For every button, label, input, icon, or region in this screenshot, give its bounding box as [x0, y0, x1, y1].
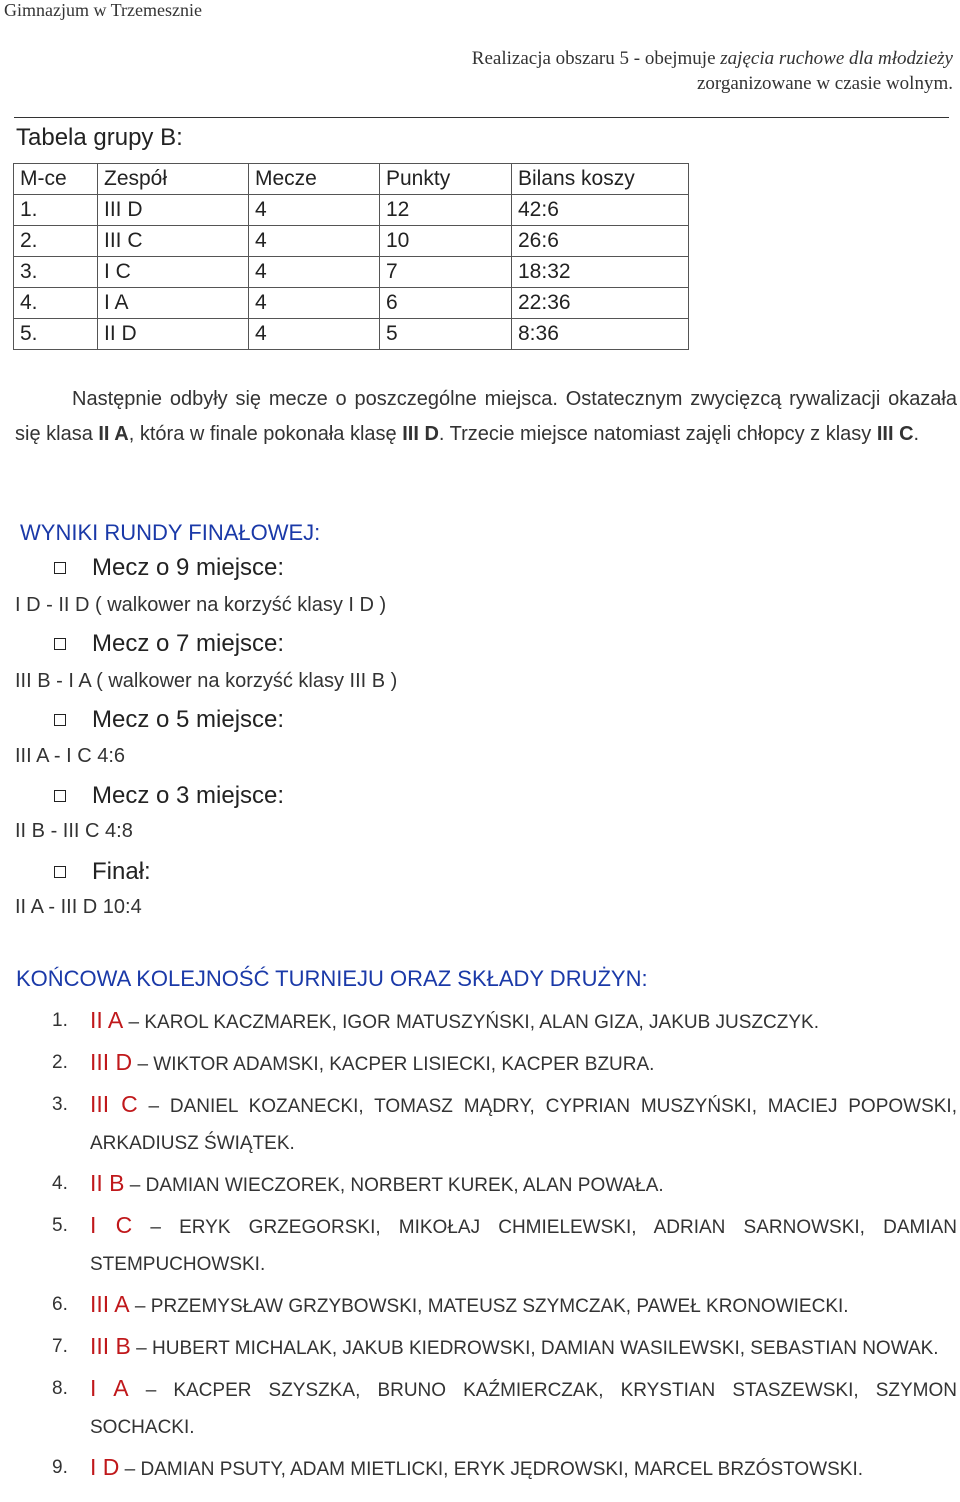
summary-runner-up: III D — [402, 423, 439, 445]
standing-players: – DAMIAN WIECZOREK, NORBERT KUREK, ALAN POWAŁA. — [124, 1175, 664, 1196]
summary-text-1: Następnie odbyły się mecze o poszczególne miejsca. Ostatecznym zwycięzcą rywalizacji okazała się klasa — [15, 388, 957, 445]
area-description-prefix: Realizacja obszaru 5 - obejmuje — [471, 48, 721, 69]
standing-players: – PRZEMYSŁAW GRZYBOWSKI, MATEUSZ SZYMCZAK, PAWEŁ KRONOWIECKI. — [129, 1296, 849, 1317]
standing-position: 3. — [52, 1094, 68, 1115]
table-cell: 4. — [14, 288, 98, 319]
summary-text-2: , która w finale pokonała klasę — [128, 423, 403, 445]
match-heading-text: Finał: — [92, 858, 151, 885]
table-row — [14, 288, 689, 319]
standing-players: – ERYK GRZEGORSKI, MIKOŁAJ CHMIELEWSKI, ADRIAN SARNOWSKI, DAMIAN STEMPUCHOWSKI. — [90, 1217, 957, 1275]
table-header-row — [14, 164, 689, 195]
match-heading-text: Mecz o 3 miejsce: — [92, 782, 285, 809]
table-cell: 8:36 — [512, 319, 689, 350]
standing-position: 7. — [52, 1336, 68, 1357]
table-cell: 10 — [380, 226, 512, 257]
standing-class: III C — [90, 1091, 138, 1117]
match-heading-text: Mecz o 9 miejsce: — [92, 554, 285, 581]
table-cell: 5 — [380, 319, 512, 350]
table-header-cell: Bilans koszy — [512, 164, 689, 195]
area-description-italic: zajęcia ruchowe dla młodzieży — [720, 48, 953, 69]
table-cell: 4 — [249, 319, 380, 350]
table-header-cell: Zespół — [98, 164, 249, 195]
match-heading — [54, 858, 151, 886]
standing-class: I D — [90, 1454, 120, 1480]
hollow-square-bullet-icon — [54, 714, 66, 726]
table-cell: 26:6 — [512, 226, 689, 257]
standing-players: – KAROL KACZMAREK, IGOR MATUSZYŃSKI, ALAN GIZA, JAKUB JUSZCZYK. — [123, 1012, 819, 1033]
header-divider — [14, 117, 949, 118]
hollow-square-bullet-icon — [54, 866, 66, 878]
table-cell: I A — [98, 288, 249, 319]
standing-position: 6. — [52, 1294, 68, 1315]
area-description-suffix: zorganizowane w czasie wolnym. — [696, 73, 953, 94]
table-cell: 18:32 — [512, 257, 689, 288]
table-cell: 7 — [380, 257, 512, 288]
table-row — [14, 195, 689, 226]
match-heading — [54, 554, 284, 582]
final-standings-heading: KOŃCOWA KOLEJNOŚĆ TURNIEJU ORAZ SKŁADY DRUŻYN: — [16, 966, 648, 991]
standing-class: III B — [90, 1333, 131, 1359]
standing-class: III D — [90, 1049, 133, 1075]
table-header-cell: M-ce — [14, 164, 98, 195]
group-standings-table — [13, 163, 689, 350]
table-cell: 6 — [380, 288, 512, 319]
table-cell: 4 — [249, 226, 380, 257]
standing-item — [0, 1449, 957, 1488]
table-header-cell: Mecze — [249, 164, 380, 195]
table-cell: 12 — [380, 195, 512, 226]
table-cell: 4 — [249, 288, 380, 319]
standing-players: – WIKTOR ADAMSKI, KACPER LISIECKI, KACPER BZURA. — [132, 1054, 655, 1075]
standing-position: 5. — [52, 1215, 68, 1236]
standing-position: 9. — [52, 1457, 68, 1478]
area-description — [313, 46, 953, 96]
standing-class: III A — [90, 1291, 130, 1317]
standing-item — [0, 1207, 957, 1283]
standing-item — [0, 1328, 957, 1367]
summary-third: III C — [876, 423, 914, 445]
table-cell: I C — [98, 257, 249, 288]
standing-position: 1. — [52, 1010, 68, 1031]
table-cell: 3. — [14, 257, 98, 288]
standing-players: – DAMIAN PSUTY, ADAM MIETLICKI, ERYK JĘDROWSKI, MARCEL BRZÓSTOWSKI. — [119, 1459, 863, 1480]
summary-paragraph — [15, 382, 957, 452]
table-cell: 5. — [14, 319, 98, 350]
standing-players: – DANIEL KOZANECKI, TOMASZ MĄDRY, CYPRIAN MUSZYŃSKI, MACIEJ POPOWSKI, ARKADIUSZ ŚWIĄTEK. — [90, 1096, 957, 1154]
summary-winner: II A — [98, 423, 129, 445]
final-round-heading: WYNIKI RUNDY FINAŁOWEJ: — [20, 520, 321, 545]
hollow-square-bullet-icon — [54, 562, 66, 574]
standing-item — [0, 1002, 957, 1041]
table-cell: 1. — [14, 195, 98, 226]
match-heading-text: Mecz o 5 miejsce: — [92, 706, 285, 733]
summary-text-4: . — [913, 423, 920, 445]
table-cell: 4 — [249, 257, 380, 288]
standing-players: – KACPER SZYSZKA, BRUNO KAŹMIERCZAK, KRYSTIAN STASZEWSKI, SZYMON SOCHACKI. — [90, 1380, 957, 1438]
standing-class: II A — [90, 1007, 124, 1033]
table-row — [14, 226, 689, 257]
standing-position: 8. — [52, 1378, 68, 1399]
match-result: I D - II D ( walkower na korzyść klasy I D ) — [15, 594, 387, 616]
match-result: III A - I C 4:6 — [15, 745, 126, 767]
match-heading — [54, 630, 284, 658]
table-row — [14, 257, 689, 288]
standing-item — [0, 1286, 957, 1325]
table-cell: II D — [98, 319, 249, 350]
table-row — [14, 319, 689, 350]
hollow-square-bullet-icon — [54, 638, 66, 650]
match-result: III B - I A ( walkower na korzyść klasy III B ) — [15, 670, 398, 692]
standing-players: – HUBERT MICHALAK, JAKUB KIEDROWSKI, DAMIAN WASILEWSKI, SEBASTIAN NOWAK. — [130, 1338, 939, 1359]
match-heading — [54, 706, 284, 734]
standing-class: II B — [90, 1170, 125, 1196]
hollow-square-bullet-icon — [54, 790, 66, 802]
match-heading-text: Mecz o 7 miejsce: — [92, 630, 285, 657]
standing-item — [0, 1165, 957, 1204]
standing-position: 4. — [52, 1173, 68, 1194]
table-cell: 22:36 — [512, 288, 689, 319]
standing-class: I A — [90, 1375, 129, 1401]
standing-item — [0, 1086, 957, 1162]
standing-class: I C — [90, 1212, 133, 1238]
school-name: Gimnazjum w Trzemesznie — [4, 0, 202, 20]
final-standings-list — [0, 1002, 957, 1491]
match-result: II A - III D 10:4 — [15, 896, 142, 918]
standing-item — [0, 1044, 957, 1083]
table-header-cell: Punkty — [380, 164, 512, 195]
standing-position: 2. — [52, 1052, 68, 1073]
table-cell: 42:6 — [512, 195, 689, 226]
standing-item — [0, 1370, 957, 1446]
table-cell: III C — [98, 226, 249, 257]
match-result: II B - III C 4:8 — [15, 820, 133, 842]
match-heading — [54, 782, 284, 810]
group-table-title: Tabela grupy B: — [16, 124, 183, 151]
summary-text-3: . Trzecie miejsce natomiast zajęli chłopcy z klasy — [438, 423, 877, 445]
table-cell: 4 — [249, 195, 380, 226]
table-cell: 2. — [14, 226, 98, 257]
table-cell: III D — [98, 195, 249, 226]
